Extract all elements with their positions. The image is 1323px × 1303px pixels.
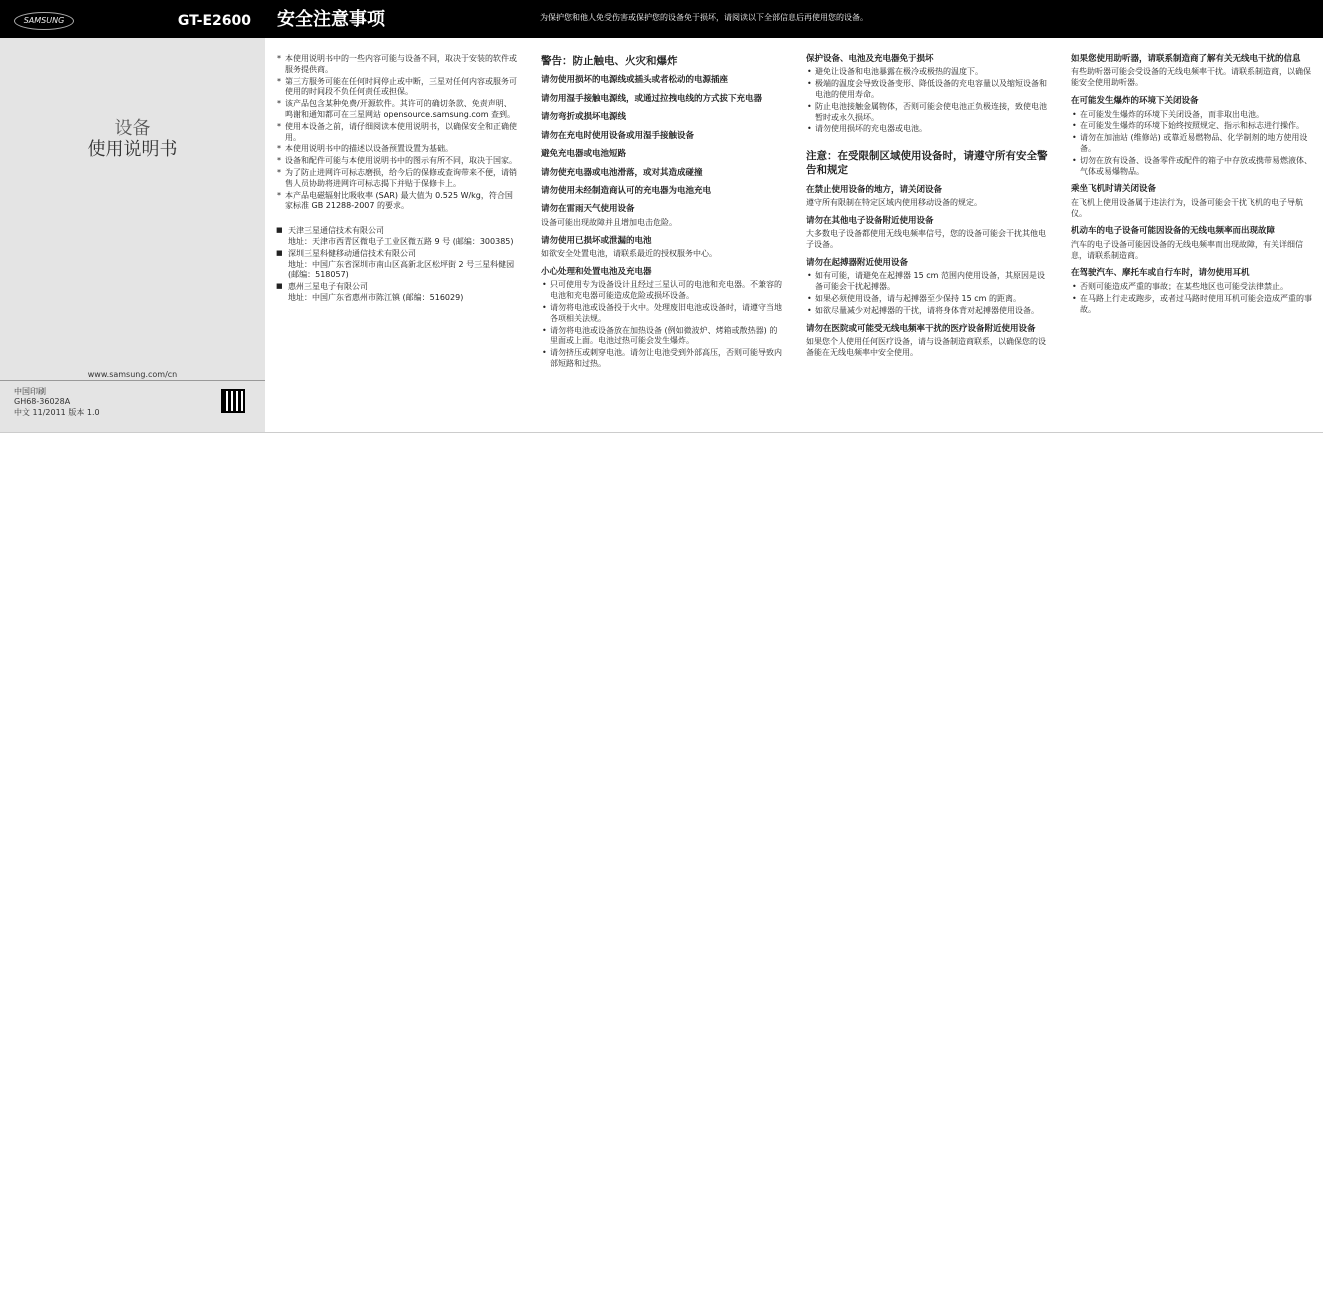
section-heading: 小心处理和处置电池及充电器: [541, 266, 652, 277]
list-item: • 防止电池接触金属物体，否则可能会使电池正负极连接，致使电池暂时或永久损坏。: [806, 102, 1049, 124]
list-item: * 为了防止进网许可标志磨损，给今后的保修或查询带来不便，请销售人员协助将进网许可标志揭下并贴于保修卡上。: [276, 168, 519, 190]
list-item: • 请勿将电池或设备投于火中。处理废旧电池或设备时，请遵守当地各项相关法规。: [541, 303, 784, 325]
page-subtitle: 为保护您和他人免受伤害或保护您的设备免于损坏，请阅读以下全部信息后再使用您的设备。: [540, 13, 868, 22]
section-heading: 在驾驶汽车、摩托车或自行车时，请勿使用耳机: [1071, 268, 1250, 279]
section-text: 设备可能出现故障并且增加电击危险。: [541, 217, 677, 227]
section-heading: 请勿使用已损坏或泄漏的电池: [541, 235, 652, 246]
column-notes: [276, 54, 519, 305]
list-item: • 如有可能，请避免在起搏器 15 cm 范围内使用设备，其原因是设备可能会干扰起搏器。: [806, 271, 1049, 293]
section-text: 遵守所有限制在特定区域内使用移动设备的规定。: [806, 198, 982, 208]
cover-divider: [0, 380, 265, 381]
driving-list: [1071, 282, 1314, 315]
battery-list: [541, 280, 784, 369]
pacemaker-list: [806, 271, 1049, 316]
notes-list: [276, 54, 519, 212]
company-address: 地址：天津市西青区微电子工业区微五路 9 号 (邮编：300385): [288, 236, 514, 246]
list-item: * 该产品包含某种免费/开源软件。其许可的确切条款、免责声明、鸣谢和通知都可在三星网站 opensource.samsung.com 查到。: [276, 99, 519, 121]
section-heading: 如果您使用助听器，请联系制造商了解有关无线电干扰的信息: [1071, 54, 1301, 64]
cover-title-line1: 设备: [114, 118, 151, 139]
safety-header: [265, 0, 1323, 38]
website-link[interactable]: www.samsung.com/cn: [87, 370, 178, 379]
warning-line: 请勿使用损坏的电源线或插头或者松动的电源插座: [541, 75, 729, 86]
list-item: [276, 249, 519, 281]
list-item: * 设备和配件可能与本使用说明书中的图示有所不同，取决于国家。: [276, 156, 519, 167]
list-item: * 本使用说明书中的一些内容可能与设备不同，取决于安装的软件或服务提供商。: [276, 54, 519, 76]
company-address: 地址：中国广东省惠州市陈江镇 (邮编：516029): [288, 292, 464, 302]
list-item: * 本使用说明书中的描述以设备预置设置为基础。: [276, 144, 519, 155]
section-title: 注意：在受限制区域使用设备时，请遵守所有安全警告和规定: [806, 150, 1048, 177]
list-item: • 在可能发生爆炸的环境下始终按照规定、指示和标志进行操作。: [1071, 121, 1314, 132]
warning-line: 请勿使充电器或电池滑落，或对其造成碰撞: [541, 167, 703, 178]
list-item: • 在马路上行走或跑步，或者过马路时使用耳机可能会造成严重的事故。: [1071, 294, 1314, 316]
list-item: • 避免让设备和电池暴露在极冷或极热的温度下。: [806, 67, 1049, 78]
company-list: [276, 226, 519, 304]
warning-line: 请勿在充电时使用设备或用湿手接触设备: [541, 130, 695, 141]
list-item: • 只可使用专为设备设计且经过三星认可的电池和充电器。不兼容的电池和充电器可能造成危险或损坏设备。: [541, 280, 784, 302]
section-heading: 请勿在雷雨天气使用设备: [541, 204, 635, 215]
explosion-list: [1071, 110, 1314, 178]
section-text: 如欲安全处置电池，请联系最近的授权服务中心。: [541, 249, 717, 259]
section-text: 有些助听器可能会受设备的无线电频率干扰。请联系制造商，以确保能安全使用助听器。: [1071, 67, 1311, 88]
section-heading: 保护设备、电池及充电器免于损坏: [806, 54, 934, 64]
section-heading: 在可能发生爆炸的环境下关闭设备: [1071, 96, 1199, 107]
warning-line: 请勿用湿手接触电源线，或通过拉拽电线的方式拔下充电器: [541, 93, 763, 104]
list-item: • 请勿将电池或设备放在加热设备 (例如微波炉、烤箱或散热器) 的里面或上面。电池过热可能会发生爆炸。: [541, 326, 784, 348]
list-item: [276, 282, 519, 304]
row-divider: [0, 432, 1323, 433]
section-title: 警告：防止触电、火灾和爆炸: [541, 55, 678, 67]
warning-line: 避免充电器或电池短路: [541, 149, 627, 160]
list-item: * 第三方服务可能在任何时间停止或中断，三星对任何内容或服务可使用的时间段不负任何责任或担保。: [276, 77, 519, 99]
print-code: GH68-36028A: [14, 397, 71, 407]
print-version: 中文 11/2011 版本 1.0: [14, 407, 100, 417]
cover-panel: [0, 0, 265, 432]
company-name: ■ 惠州三星电子有限公司: [288, 282, 368, 292]
column-environment: [1071, 54, 1314, 316]
list-item: • 极端的温度会导致设备变形、降低设备的充电容量以及缩短设备和电池的使用寿命。: [806, 79, 1049, 101]
section-text: 如果您个人使用任何医疗设备，请与设备制造商联系，以确保您的设备能在无线电频率中安全使用。: [806, 337, 1046, 357]
section-text: 汽车的电子设备可能因设备的无线电频率而出现故障，有关详细信息，请联系制造商。: [1071, 239, 1303, 260]
page-title: 安全注意事项: [277, 9, 385, 30]
section-text: 大多数电子设备都使用无线电频率信号，您的设备可能会干扰其他电子设备。: [806, 229, 1046, 250]
list-item: • 如果必须使用设备，请与起搏器至少保持 15 cm 的距离。: [806, 294, 1049, 305]
model-number: GT-E2600: [177, 13, 251, 29]
section-heading: 机动车的电子设备可能因设备的无线电频率而出现故障: [1071, 226, 1276, 237]
cover-title-line2: 使用说明书: [87, 139, 178, 160]
section-heading: 请勿在医院或可能受无线电频率干扰的医疗设备附近使用设备: [806, 323, 1036, 334]
protect-list: [806, 67, 1049, 135]
list-item: • 否则可能造成严重的事故；在某些地区也可能受法律禁止。: [1071, 282, 1314, 293]
section-heading: 请勿在起搏器附近使用设备: [806, 257, 909, 268]
warning-line: 请勿弯折或损坏电源线: [541, 112, 627, 123]
list-item: • 请勿挤压或刺穿电池。请勿让电池受到外部高压，否则可能导致内部短路和过热。: [541, 348, 784, 370]
column-restricted: [806, 54, 1049, 361]
list-item: • 请勿使用损坏的充电器或电池。: [806, 124, 1049, 135]
list-item: • 在可能发生爆炸的环境下关闭设备，而非取出电池。: [1071, 110, 1314, 121]
company-name: ■ 天津三星通信技术有限公司: [288, 226, 384, 236]
section-heading: 乘坐飞机时请关闭设备: [1071, 184, 1157, 195]
section-heading: 请勿在其他电子设备附近使用设备: [806, 215, 934, 226]
warning-line: 请勿使用未经制造商认可的充电器为电池充电: [541, 185, 712, 196]
list-item: • 请勿在加油站 (维修站) 或靠近易燃物品、化学制剂的地方使用设备。: [1071, 133, 1314, 155]
section-text: 在飞机上使用设备属于违法行为，设备可能会干扰飞机的电子导航仪。: [1071, 197, 1303, 218]
company-address: 地址：中国广东省深圳市南山区高新北区松坪街 2 号三星科健园 (邮编：518057): [288, 259, 515, 280]
print-country: 中国印刷: [14, 387, 46, 396]
list-item: * 使用本设备之前，请仔细阅读本使用说明书，以确保安全和正确使用。: [276, 122, 519, 144]
list-item: [276, 226, 519, 248]
column-warnings: [541, 54, 784, 371]
qr-code-icon: [221, 389, 245, 413]
print-info: [14, 387, 100, 418]
list-item: * 本产品电磁辐射比吸收率 (SAR) 最大值为 0.525 W/kg，符合国家标准 GB 21288-2007 的要求。: [276, 191, 519, 213]
company-name: ■ 深圳三星科健移动通信技术有限公司: [288, 248, 416, 258]
list-item: • 切勿在放有设备、设备零件或配件的箱子中存放或携带易燃液体、气体或易爆物品。: [1071, 156, 1314, 178]
list-item: • 如欲尽量减少对起搏器的干扰，请将身体背对起搏器使用设备。: [806, 306, 1049, 317]
samsung-logo: SAMSUNG: [14, 12, 74, 30]
section-heading: 在禁止使用设备的地方，请关闭设备: [806, 184, 943, 195]
